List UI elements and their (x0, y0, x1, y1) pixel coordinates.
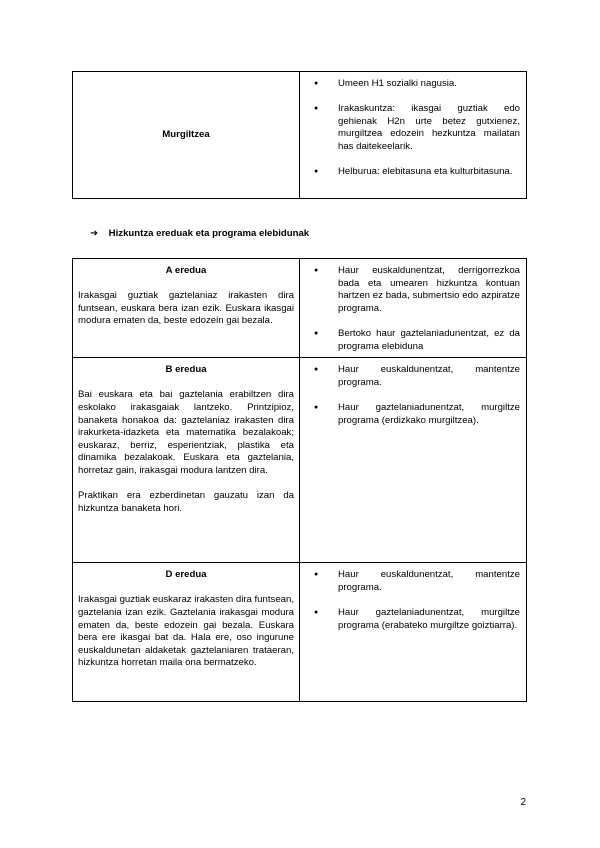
a-eredua-bullet-list (300, 259, 526, 357)
list-item: ● Haur gaztelaniadunentzat, murgiltze programa (erabateko murgiltze goiztiarra). (338, 607, 520, 632)
a-eredua-paragraph: Irakasgai guztiak gaztelaniaz irakasten dira funtsean, euskara bera izan ezik. Euskara ikasgai modura ematen da, beste edozein gai bezala. (78, 290, 294, 327)
section-heading (90, 228, 309, 241)
list-item: ● Haur euskaldunentzat, mantentze programa. (338, 364, 520, 389)
table-row-d-eredua (73, 563, 527, 702)
table-row-a-eredua (73, 259, 527, 358)
a-eredua-title: A eredua (165, 265, 207, 276)
list-item: ● Haur euskaldunentzat, mantentze programa. (338, 569, 520, 594)
list-item: ● Haur gaztelaniadunentzat, murgiltze programa (erdizkako murgiltzea). (338, 402, 520, 427)
b-eredua-paragraph: Praktikan era ezberdinetan gauzatu izan da hizkuntza banaketa hori. (78, 490, 294, 514)
arrow-right-icon: ➔ (90, 228, 99, 239)
d-eredua-bullets-cell (300, 563, 527, 702)
d-eredua-paragraph: Irakasgai guztiak euskaraz irakasten dira funtsean, gaztelania izan ezik. Gaztelania irakasgai modura ematen da, beste edozein gai bezala. Euskara bera ere ikasgai bat da. Hala ere, oso ingurune euskaldunetan aldaketak gaztelaniaren trataeran, hizkuntza horretan maila ona bermatzeko. (78, 594, 294, 669)
d-eredua-title: D eredua (165, 569, 207, 581)
list-item: ● Haur euskaldunentzat, derrigorrezkoa bada eta umearen hizkuntza kontuan hartzen ez bada, submertsio edo azpiratze programa. (338, 265, 520, 315)
murgiltzea-label: Murgiltzea (162, 128, 210, 140)
b-eredua-paragraph: Bai euskara eta bai gaztelania erabiltzen dira eskolako irakasgaiak lantzeko. Printzipioz, banaketa honakoa da: gaztelaniaz irakasten dira irakurketa-idazketa eta matematika bezalakoak; euskaraz, berriz, esperientziak, plastika eta dinamika bezalakoak. Euskara eta gaztelania, horretaz gain, irakasgai modura lantzen dira. (78, 389, 294, 476)
section-heading-text: Hizkuntza ereduak eta programa elebidunak (108, 228, 310, 239)
hizkuntza-ereduak-table (72, 258, 527, 702)
list-item: ● Irakaskuntza: ikasgai guztiak edo gehienak H2n urte betez gutxienez, murgiltzea edozein hezkuntza mailatan has daitekeelarik. (338, 103, 520, 153)
b-eredua-bullets-cell (300, 358, 527, 563)
murgiltzea-bullets-cell (300, 72, 527, 199)
murgiltzea-label-cell (73, 72, 300, 199)
b-eredua-bullet-list (300, 358, 526, 431)
a-eredua-description-cell (73, 259, 300, 358)
b-eredua-title: B eredua (165, 364, 207, 376)
list-item: ● Helburua: elebitasuna eta kulturbitasuna. (338, 166, 520, 179)
list-item: ● Bertoko haur gaztelaniadunentzat, ez da programa elebiduna (338, 328, 520, 353)
a-eredua-bullets-cell (300, 259, 527, 358)
d-eredua-description-cell (73, 563, 300, 702)
d-eredua-bullet-list (300, 563, 526, 636)
table-row-b-eredua (73, 358, 527, 563)
murgiltzea-row (73, 72, 527, 199)
murgiltzea-table (72, 71, 527, 199)
page-number: 2 (520, 797, 526, 808)
b-eredua-description-cell (73, 358, 300, 563)
murgiltzea-bullet-list (300, 72, 526, 183)
list-item: ● Umeen H1 sozialki nagusia. (338, 78, 520, 91)
